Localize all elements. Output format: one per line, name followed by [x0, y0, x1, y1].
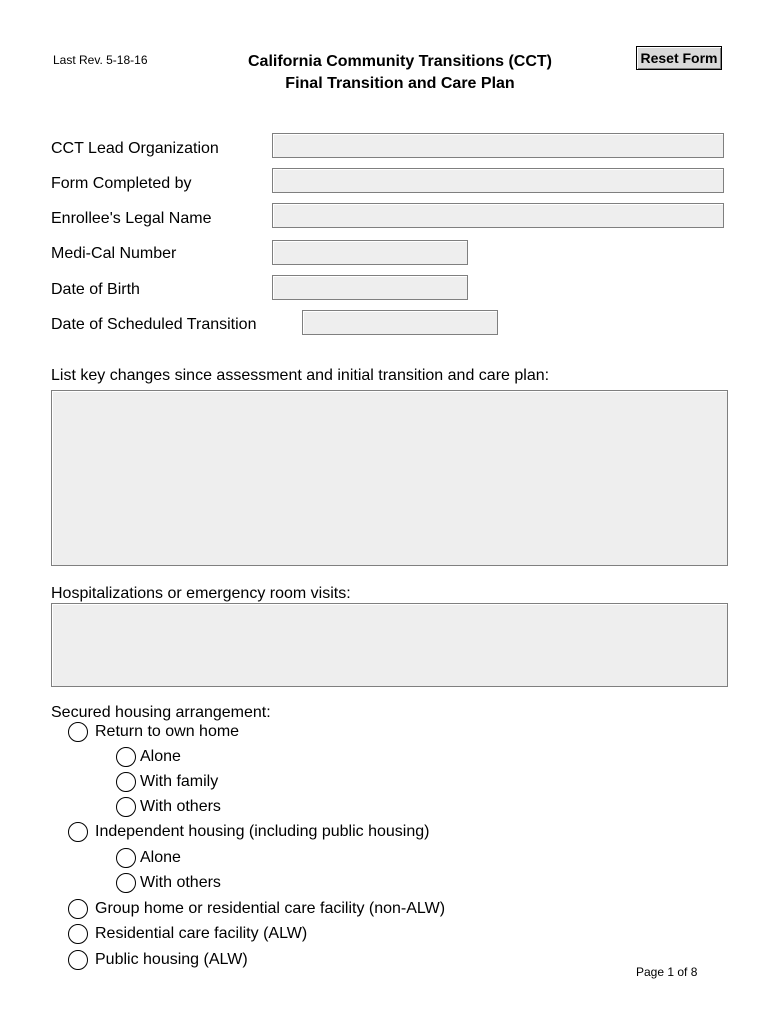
page-number: Page 1 of 8 [636, 965, 698, 979]
housing-option-label: Alone [140, 748, 181, 765]
radio-circle-icon[interactable] [68, 950, 88, 970]
form-subtitle: Final Transition and Care Plan [285, 75, 515, 92]
radio-circle-icon[interactable] [116, 772, 136, 792]
housing-arrangement-label: Secured housing arrangement: [51, 704, 271, 721]
housing-option-label: With others [140, 798, 221, 815]
reset-form-button[interactable]: Reset Form [636, 46, 722, 70]
housing-option-label: With family [140, 773, 219, 790]
radio-circle-icon[interactable] [68, 899, 88, 919]
housing-option-own-home-others[interactable] [0, 797, 770, 819]
legal-name-field[interactable] [272, 203, 724, 228]
scheduled-transition-field[interactable] [302, 310, 498, 335]
radio-circle-icon[interactable] [68, 722, 88, 742]
housing-option-label: Residential care facility (ALW) [95, 925, 308, 942]
key-changes-textarea[interactable] [51, 390, 728, 566]
lead-org-label: CCT Lead Organization [51, 140, 219, 157]
radio-circle-icon[interactable] [116, 747, 136, 767]
housing-option-label: With others [140, 874, 221, 891]
radio-circle-icon[interactable] [116, 797, 136, 817]
radio-circle-icon[interactable] [116, 848, 136, 868]
housing-option-group-home[interactable] [0, 899, 770, 921]
housing-option-label: Independent housing (including public housing) [95, 823, 430, 840]
legal-name-label: Enrollee's Legal Name [51, 210, 212, 227]
housing-option-label: Group home or residential care facility (non-ALW) [95, 900, 446, 917]
radio-circle-icon[interactable] [116, 873, 136, 893]
housing-option-independent-others[interactable] [0, 873, 770, 895]
completed-by-label: Form Completed by [51, 175, 192, 192]
hospitalizations-textarea[interactable] [51, 603, 728, 687]
scheduled-transition-label: Date of Scheduled Transition [51, 316, 257, 333]
housing-option-independent-alone[interactable] [0, 848, 770, 870]
date-of-birth-field[interactable] [272, 275, 468, 300]
housing-option-label: Return to own home [95, 723, 240, 740]
completed-by-field[interactable] [272, 168, 724, 193]
revision-date: Last Rev. 5-18-16 [53, 53, 148, 67]
radio-circle-icon[interactable] [68, 822, 88, 842]
key-changes-label: List key changes since assessment and initial transition and care plan: [51, 367, 550, 384]
housing-option-own-home-family[interactable] [0, 772, 770, 794]
lead-org-field[interactable] [272, 133, 724, 158]
housing-option-label: Public housing (ALW) [95, 951, 248, 968]
medical-number-label: Medi-Cal Number [51, 245, 177, 262]
date-of-birth-label: Date of Birth [51, 281, 140, 298]
medical-number-field[interactable] [272, 240, 468, 265]
housing-option-own-home[interactable] [0, 722, 770, 744]
hospitalizations-label: Hospitalizations or emergency room visits: [51, 585, 351, 602]
housing-option-own-home-alone[interactable] [0, 747, 770, 769]
housing-option-label: Alone [140, 849, 181, 866]
form-title: California Community Transitions (CCT) [247, 53, 552, 70]
radio-circle-icon[interactable] [68, 924, 88, 944]
housing-option-residential-alw[interactable] [0, 924, 770, 946]
housing-option-independent[interactable] [0, 822, 770, 844]
